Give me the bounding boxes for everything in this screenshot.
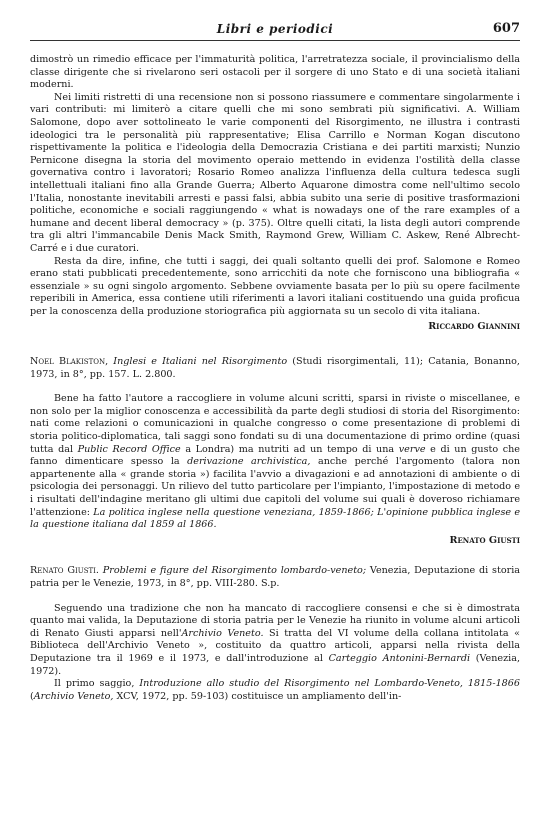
review3-p2-text-b: (	[30, 690, 34, 702]
review3-p2-italic-archivio: Archivio Veneto,	[33, 690, 114, 702]
review1-paragraph-3: Resta da dire, infine, che tutti i saggi, dei quali soltanto quelli dei prof. Salomone e Romeo erano stati pubblicati precedentemente, sono arricchiti da note che forniscono una bibliografia « essenziale » su ogni singolo argomento. Sebbene ovviamente basata per lo più su opere facilmente reperibili in America, essa contiene utili riferimenti a lavori italiani costituendo una guida proficua per la conoscenza della produzione storiografica più aggiornata su un secolo di vita italiana.	[30, 255, 520, 317]
review3-p2-text-c: XCV, 1972, pp. 59-103) costituisce un ampliamento dell'in-	[113, 690, 402, 702]
review3-italic-archivio-veneto: Archivio Veneto.	[181, 627, 264, 639]
review2-text-d: anche perché l'argomento (talora non appartenente alla « grande storia ») facilita l'avvio a divagazioni e ad annotazioni di ambiente o di psicologia dei personaggi. Un rilievo del tutto particolare per l'impianto, l'impostazione di metodo e i risultati dell'indagine meritano gli ultimi due capitoli del volume sui quali è doveroso richiamare l'attenzione:	[30, 456, 520, 518]
review3-italic-carteggio: Carteggio Antonini-Bernardi	[328, 652, 471, 664]
review2-heading	[30, 356, 520, 381]
review3-paragraph-1	[30, 603, 520, 679]
review2-italic-verve: verve	[398, 443, 426, 455]
review2-signature: Renato Giusti	[449, 534, 520, 546]
review1-paragraph-1: dimostrò un rimedio efficace per l'immaturità politica, l'arretratezza sociale, il provincialismo della classe dirigente che si rivelarono seri ostacoli per il sorgere di uno Stato e di una società italiani moderni.	[30, 54, 520, 91]
page-header	[30, 18, 520, 41]
review3-title: Problemi e figure del Risorgimento lombardo-veneto;	[102, 565, 367, 577]
review3-p2-text-a: Il primo saggio,	[54, 678, 140, 690]
review2-title: Inglesi e Italiani nel Risorgimento	[113, 356, 288, 368]
page-content	[30, 54, 520, 703]
review3-paragraph-2	[30, 678, 520, 703]
page-number: 607	[492, 21, 520, 36]
review3-text-a: Seguendo una tradizione che non ha mancato di raccogliere consensi e che si è dimostrata quanto mai valida, la Deputazione di storia patria per le Venezie ha riunito in volume alcuni articoli di Renato Giusti apparsi nell'	[30, 602, 520, 639]
review2-italic-public-record-office: Public Record Office	[77, 443, 181, 455]
review3-heading	[30, 565, 520, 590]
review3-text-b: Si tratta del VI volume della collana intitolata « Biblioteca dell'Archivio Veneto », costituito da quattro articoli, apparsi nella rivista della Deputazione tra il 1969 e il 1973, e dall'introduzione al	[30, 627, 520, 664]
review2-text-b: a Londra) ma nutriti ad un tempo di una	[180, 443, 399, 455]
review3-p2-italic-title: Introduzione allo studio del Risorgimento nel Lombardo-Veneto, 1815-1866	[139, 678, 520, 690]
review3-text-c: (Venezia, 1972).	[30, 652, 520, 677]
running-title: Libri e periodici	[216, 22, 334, 36]
review2-details: (Studi risorgimentali, 11); Catania, Bonanno, 1973, in 8°, pp. 157. L. 2.800.	[30, 356, 520, 380]
section-gap	[30, 547, 520, 565]
review3-details: Venezia, Deputazione di storia patria per le Venezie, 1973, in 8°, pp. VIII-280. S.p.	[30, 565, 520, 589]
review3-author: Renato Giusti.	[30, 565, 99, 577]
review2-text-c: e di un gusto che fanno dimenticare spesso la	[30, 443, 520, 468]
review2-text-a: Bene ha fatto l'autore a raccogliere in volume alcuni scritti, sparsi in riviste o miscellanee, e non solo per la miglior conoscenza e accessibilità da parte degli studiosi di storia del Risorgimento: nati come relazioni o comunicazioni in qualche congresso o come presentazione di problemi di storia politico-diplomatica, tali saggi sono fondati su di una documentazione di primo ordine (quasi tutta dal	[30, 393, 520, 455]
section-gap	[30, 334, 520, 356]
review2-author: Noel Blakiston,	[30, 356, 109, 368]
review1-paragraph-2-text: Nei limiti ristretti di una recensione non si possono riassumere e commentare singolarmente i vari contributi: mi limiterò a citare quelli che mi sono sembrati più significativi. A. William Salomone, dopo aver sottolineato le varie componenti del Risorgimento, ne illustra i contrasti ideologici tra le personalità più rappresentative; Elisa Carrillo e Norman Kogan discutono rispettivamente la politica e l'ideologia della Democrazia Cristiana e dei partiti marxisti; Nunzio Pernicone disegna la storia del movimento operaio mettendo in evidenza l'ostilità della classe governativa contro i lavoratori; Rosario Romeo analizza l'influenza della cultura tedesca sugli intellettuali italiani fino alla Grande Guerra; Alberto Aquarone dimostra come nell'ultimo secolo l'Italia, nonostante inevitabili arresti e passi falsi, abbia subito una serie di positive trasformazioni politiche, economiche e sociali raggiungendo « what is nowadays one of the rare examples of a humane and decent liberal democracy » (p. 375). Oltre quelli citati, la lista degli autori comprende tra gli altri l'immancabile Denis Mack Smith, Raymond Grew, William C. Askew, René Albrecht-Carré e i due curatori.	[30, 91, 520, 254]
review2-paragraph-1	[30, 393, 520, 532]
review1-paragraph-2	[30, 92, 520, 256]
review1-signature: Riccardo Giannini	[428, 321, 520, 333]
review2-italic-chapter-titles: La politica inglese nella questione veneziana, 1859-1866; L'opinione pubblica inglese e la questione italiana dal 1859 al 1866.	[30, 506, 520, 531]
review2-italic-derivazione: derivazione archivistica,	[187, 456, 311, 468]
